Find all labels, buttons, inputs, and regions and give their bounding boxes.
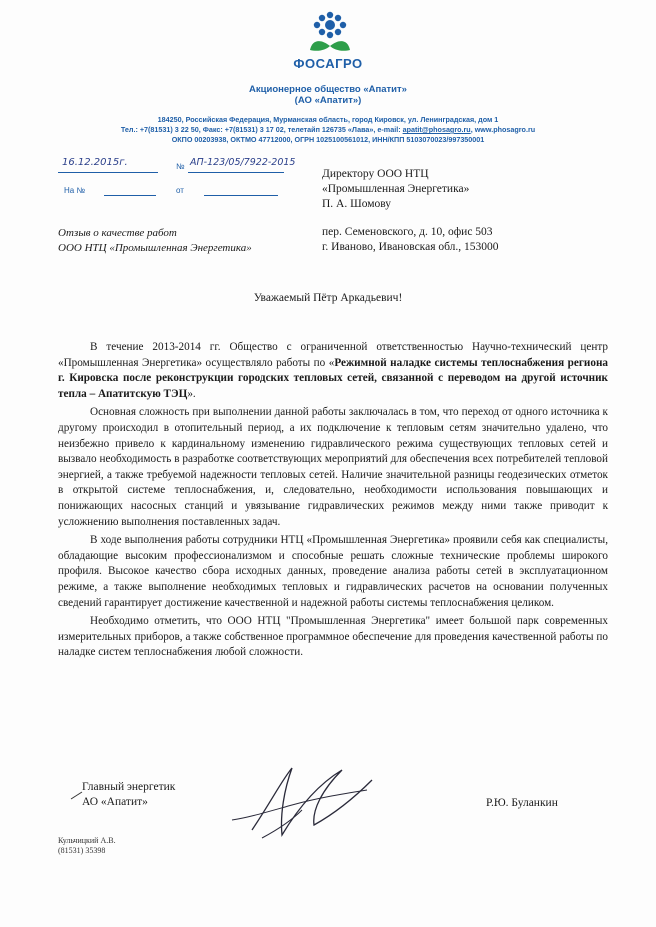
reference-date-underline [204,195,278,196]
addressee-city: г. Иваново, Ивановская обл., 153000 [322,241,499,253]
addressee-organization: «Промышленная Энергетика» [322,183,470,195]
contacts-prefix: Тел.: +7(81531) 3 22 50, Факс: +7(81531) 3 17 02, телетайп 126735 «Лава», e-mail: [120,125,403,134]
email-link[interactable]: apatit@phosagro.ru [402,125,471,134]
number-label: № [176,162,185,171]
letter-body [58,340,608,661]
signatory-name: Р.Ю. Буланкин [486,797,558,809]
handwritten-signature [222,760,382,842]
executor-name: Кульчицкий А.В. [58,836,116,845]
phosagro-flower-logo [302,10,358,60]
company-short-name: (АО «Апатит») [294,95,362,106]
signatory-position: Главный энергетик [82,781,176,793]
greeting: Уважаемый Пётр Аркадьевич! [253,292,403,304]
reference-date-label: от [176,186,184,195]
company-codes: ОКПО 00203938, ОКТМО 47712000, ОГРН 1025100561012, ИНН/КПП 5103070023/997350001 [171,135,485,144]
p1-bold-title: Режимной наладке системы теплоснабжения региона г. Кировска после реконструкции городских тепловых сетей, связанной с переводом на другой источник тепла – Апатитскую ТЭЦ [58,356,608,400]
date-underline [58,172,158,173]
body-paragraph-2: Основная сложность при выполнении данной работы заключалась в том, что переход от одного источника к другому происходил в отопительный период, а их подключение к тепловым сетям значительно удалено, что неизбежно привело к кардинальному изменению гидравлического режима существующих тепловых сетей и вызвало необходимость в разработке соответствующих мероприятий для обеспечения всех потребителей тепловой энергией, а также требуемой надежности тепловых сетей. Наличие значительной разницы геодезических отметок в открытой системе теплоснабжения, и, следовательно, необходимости использования повышающих и понижающих насосных станций и увязывание гидравлических режимов между ними также приводит к усложнению выполнения поставленных задач. [58,406,608,528]
number-underline [188,172,284,173]
addressee-street: пер. Семеновского, д. 10, офис 503 [322,226,493,238]
reference-underline [104,195,156,196]
executor-phone: (81531) 35398 [58,846,106,855]
subject-line-2: ООО НТЦ «Промышленная Энергетика» [58,242,252,254]
reference-label: На № [64,186,86,195]
brand-name: ФОСАГРО [293,56,363,71]
company-contacts [0,125,656,134]
signatory-company: АО «Апатит» [82,796,148,808]
addressee-position: Директору ООО НТЦ [322,168,429,180]
body-paragraph-1 [58,340,608,402]
handwritten-date: 16.12.2015г. [62,157,128,168]
subject-line-1: Отзыв о качестве работ [58,227,177,239]
handwritten-number: АП-123/05/7922-2015 [190,157,296,168]
addressee-name: П. А. Шомову [322,198,392,210]
company-name: Акционерное общество «Апатит» [249,84,407,95]
company-address: 184250, Российская Федерация, Мурманская область, город Кировск, ул. Ленинградская, дом 1 [157,115,499,124]
signature-tick-mark [70,790,84,800]
body-paragraph-3: В ходе выполнения работы сотрудники НТЦ «Промышленная Энергетика» проявили себя как специалисты, обладающие высоким профессионализмом и способные решать сложные технические проблемы широкого профиля. Высокое качество сбора исходных данных, проведение анализа работы сетей в эксплуатационном режиме, а также выполнение необходимых тепловых и гидравлических расчетов на основании полученных сведений гарантирует достижение качественной и надежной работы системы теплоснабжения целиком. [58,534,608,609]
p1-start: В течение 2013-2014 гг. Общество с ограниченной ответственностью Научно-технический центр «Промышленная Энергетика» осуществляло работы по « [58,341,608,369]
body-paragraph-4: Необходимо отметить, что ООО НТЦ "Промышленная Энергетика" имеет большой парк современных измерительных приборов, а также собственное программное обеспечение для проведения качественной работы по наладке систем теплоснабжения любой сложности. [58,615,608,659]
p1-end: ». [187,387,196,400]
website-text: , www.phosagro.ru [470,125,536,134]
